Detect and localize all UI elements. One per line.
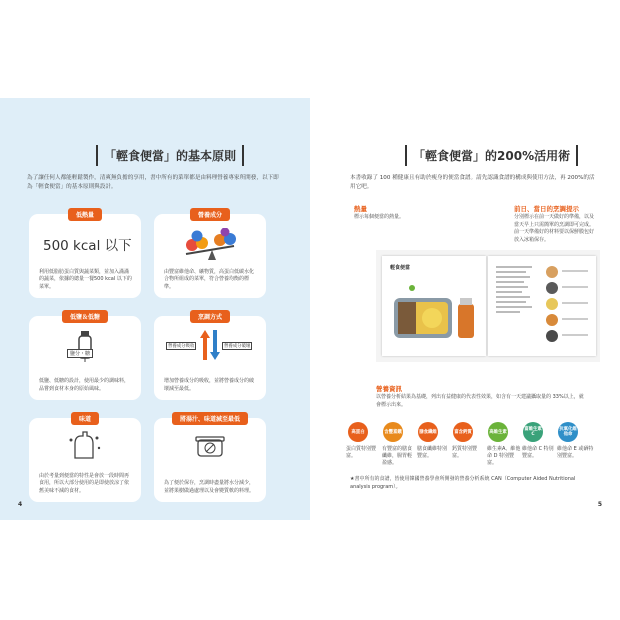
right-page: [310, 98, 620, 520]
nutrient-scale-icon: [180, 228, 240, 262]
book-right-page: [488, 256, 596, 356]
badge-iron: 含豐富鐵: [383, 422, 403, 442]
book-title: 輕食便當: [390, 265, 411, 271]
badge-desc: 鈣質特別豐富。: [452, 446, 478, 459]
callout-text-nutrition: 以營養分析結果為基礎，列出有益健康的代表性效果，如含有一天建議攝取量的 33%以上，就會標示出來。: [376, 394, 584, 408]
page-title-left: 「輕食便當」的基本原則: [96, 145, 244, 166]
badge-desc: 膳食纖維特別豐富。: [417, 446, 448, 459]
book-left-page: [382, 256, 486, 356]
card-cooking: [154, 316, 266, 400]
page-number-left: 4: [18, 501, 23, 508]
book-spread-photo: [376, 250, 600, 362]
label-absorb: 營養成分吸收: [168, 344, 195, 349]
intro-right: 本書收錄了 100 種健康且有助於瘦身的便當食譜。請先認識食譜的構成與使用方法，再 200%的活用它吧。: [350, 175, 595, 190]
badge-desc: 維生素A、維他命 D 特別豐富。: [487, 446, 521, 466]
badge-vitamin-c: 富維生素C: [523, 422, 543, 442]
card-text: 由於考量到便當的特性是會放一段時間再食用，所以大部分使用的是即使放涼了依舊美味不減的食材。: [39, 472, 130, 494]
badge-desc: 維他命 C 特別豐富。: [522, 446, 554, 459]
label-destroy: 營養成分破壞: [224, 344, 251, 349]
card-tag: 烹調方式: [190, 310, 230, 323]
title-part: 「輕食便當」的: [413, 149, 498, 163]
badge-desc: 蛋白質特別豐富。: [346, 446, 377, 459]
footnote: ★書中所有的食譜，皆使用韓國營養學會所開發的營養分析系統 CAN（Computer Aided Nutritional analysis program）。: [350, 476, 576, 490]
title-part: 200%: [497, 149, 535, 163]
card-tag: 營養成分: [190, 208, 230, 221]
intro-left: 為了讓任何人都能輕鬆製作，清爽無負擔的享用，書中所有的菜單都是由料理營養專家所開發，以下即為「輕食便當」的基本原則與設計。: [27, 175, 279, 190]
page-title-right: [405, 145, 578, 166]
badge-antioxidant: 抗氧化維他命: [558, 422, 578, 442]
card-no-soup: [154, 418, 266, 502]
badge-calcium: 富含鈣質: [453, 422, 473, 442]
bento-photo: [392, 278, 480, 350]
callout-text-calorie: 標示每個便當的熱量。: [354, 214, 405, 220]
callout-title-tips: 前日、當日的烹調提示: [514, 205, 579, 213]
card-text: 由豐富維他命、礦物質，高蛋白低碳水化合物所組成的菜單，符合營養均衡的標準。: [164, 268, 255, 290]
left-page: [0, 98, 310, 520]
callout-title-nutrition: 營養資訊: [376, 385, 402, 393]
badge-vitamin: 高維生素: [488, 422, 508, 442]
card-text: 增加營養成分的吸收，並將營養成分的破壞減至最低。: [164, 378, 255, 392]
taste-icon: [67, 430, 103, 462]
salt-sugar-label: 鹽分・糖: [67, 349, 93, 358]
card-text: 利用低脂肪蛋白質與蔬菜類，並加入滿滿的蔬菜，依據的總量一餐500 kcal 以下的菜單。: [39, 268, 132, 290]
badge-desc: 維他命 E 或硒特別豐富。: [557, 446, 594, 459]
no-soup-icon: [194, 430, 226, 462]
recipe-steps: [492, 262, 592, 354]
card-tag: 低鹽＆低糖: [62, 310, 108, 323]
card-text: 為了便於保存，烹調時盡量將水分減少，並將果樹做過處理以及會變質軟的料理。: [164, 480, 255, 494]
page-number-right: 5: [597, 501, 602, 508]
callout-text-tips: 分別標示在前一天做好的準備，以及當天早上只需簡單的烹調即可完成。前一天準備好的材料要以保鮮膜包好放入冰箱保存。: [514, 214, 595, 243]
card-low-calorie: [29, 214, 141, 298]
card-low-salt-sugar: [29, 316, 141, 400]
card-tag: 味道: [71, 412, 99, 425]
card-nutrients: [154, 214, 266, 298]
badge-fiber: 膳食纖維: [418, 422, 438, 442]
badge-desc: 有豐富的膳食纖維，腸胃輕盈感。: [382, 446, 413, 466]
card-text: 低鹽、低糖的設計，使用最少的調味料，品嘗到食材本身的原始風味。: [39, 378, 130, 392]
card-taste: [29, 418, 141, 502]
callout-title-calorie: 熱量: [354, 205, 367, 213]
badge-high-protein: 高蛋白: [348, 422, 368, 442]
cooking-arrows-icon: [200, 328, 220, 362]
card-tag: 將湯汁、味道減至最低: [172, 412, 248, 425]
calorie-text: 500 kcal 以下: [43, 238, 132, 254]
title-part: 活用術: [534, 149, 571, 163]
card-tag: 低熱量: [68, 208, 102, 221]
